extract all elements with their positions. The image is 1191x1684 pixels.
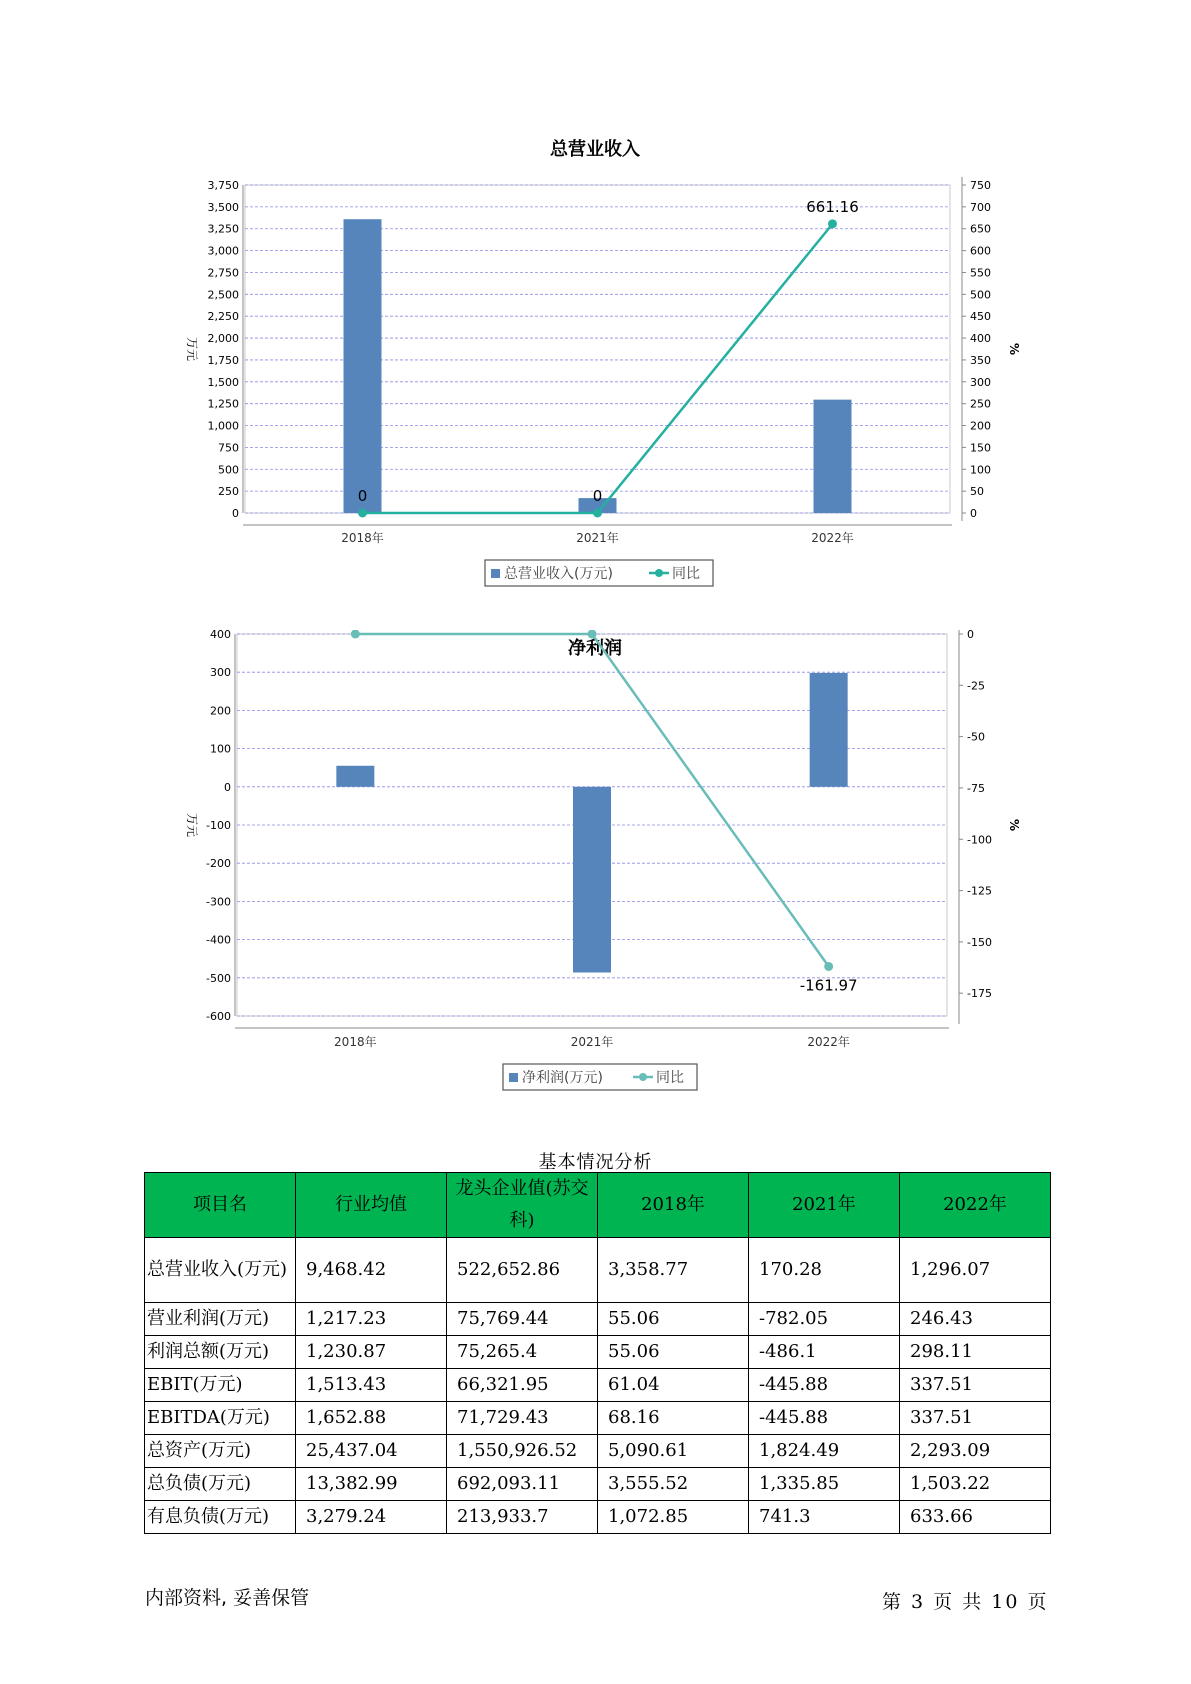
y-tick-label: -600 xyxy=(206,1010,231,1023)
legend-bar-swatch xyxy=(509,1073,518,1082)
value-cell: 25,437.04 xyxy=(296,1435,447,1468)
value-cell: -782.05 xyxy=(749,1303,900,1336)
value-cell: 246.43 xyxy=(900,1303,1051,1336)
header-cell: 2021年 xyxy=(749,1173,900,1238)
y2-tick-label: 0 xyxy=(967,630,974,641)
y-tick-label: 1,750 xyxy=(207,353,239,367)
legend-bar-swatch xyxy=(491,569,500,578)
x-tick-label: 2021年 xyxy=(570,1035,614,1049)
value-cell: 1,503.22 xyxy=(900,1468,1051,1501)
y2-tick-label: 150 xyxy=(970,441,991,455)
y2-tick-label: -50 xyxy=(967,730,985,744)
legend-line-marker xyxy=(639,1073,647,1081)
bar xyxy=(336,766,374,787)
line-point xyxy=(351,630,360,639)
y-tick-label: 3,750 xyxy=(207,179,239,192)
y2-tick-label: -175 xyxy=(967,987,992,1001)
y-tick-label: 400 xyxy=(210,630,231,641)
y2-tick-label: 300 xyxy=(970,375,991,389)
x-tick-label: 2022年 xyxy=(807,1035,850,1049)
y-tick-label: -300 xyxy=(206,895,231,909)
value-cell: 9,468.42 xyxy=(296,1238,447,1303)
y2-tick-label: -125 xyxy=(967,884,992,898)
data-label: 661.16 xyxy=(806,197,859,216)
row-label-cell: 总营业收入(万元) xyxy=(145,1238,296,1303)
table-row xyxy=(145,1435,1051,1468)
y2-tick-label: 100 xyxy=(970,463,991,477)
legend-line-label: 同比 xyxy=(656,1070,684,1086)
footer-confidential-note: 内部资料, 妥善保管 xyxy=(145,1587,310,1609)
value-cell: 298.11 xyxy=(900,1336,1051,1369)
table-header-row xyxy=(145,1173,1051,1238)
value-cell: 75,769.44 xyxy=(447,1303,598,1336)
value-cell: 1,296.07 xyxy=(900,1238,1051,1303)
value-cell: 5,090.61 xyxy=(598,1435,749,1468)
line-point xyxy=(824,962,833,971)
y-tick-label: 2,000 xyxy=(207,332,239,346)
y-tick-label: 750 xyxy=(218,441,239,455)
value-cell: 337.51 xyxy=(900,1369,1051,1402)
legend-bar-label: 总营业收入(万元) xyxy=(504,566,613,582)
y2-tick-label: 500 xyxy=(970,288,991,302)
value-cell: 1,072.85 xyxy=(598,1501,749,1534)
value-cell: 1,652.88 xyxy=(296,1402,447,1435)
y-tick-label: 0 xyxy=(224,780,231,794)
y-tick-label: 1,250 xyxy=(207,397,239,411)
value-cell: 3,279.24 xyxy=(296,1501,447,1534)
data-label: 0 xyxy=(592,487,603,505)
header-cell: 项目名 xyxy=(145,1173,296,1238)
y-tick-label: 500 xyxy=(218,463,239,477)
y2-tick-label: 0 xyxy=(970,507,977,520)
y-tick-label: 250 xyxy=(218,485,239,499)
value-cell: 337.51 xyxy=(900,1402,1051,1435)
line-point xyxy=(828,219,837,228)
header-cell: 行业均值 xyxy=(296,1173,447,1238)
value-cell: 633.66 xyxy=(900,1501,1051,1534)
value-cell: 1,230.87 xyxy=(296,1336,447,1369)
header-cell: 2018年 xyxy=(598,1173,749,1238)
y2-axis-title: % xyxy=(1007,818,1021,832)
y2-tick-label: 450 xyxy=(970,310,991,324)
x-tick-label: 2018年 xyxy=(334,1035,377,1049)
y-tick-label: 3,250 xyxy=(207,222,239,236)
value-cell: 75,265.4 xyxy=(447,1336,598,1369)
y-tick-label: -500 xyxy=(206,971,231,985)
table-row xyxy=(145,1336,1051,1369)
basic-info-table xyxy=(144,1172,1051,1534)
value-cell: 61.04 xyxy=(598,1369,749,1402)
value-cell: 1,513.43 xyxy=(296,1369,447,1402)
y2-tick-label: -75 xyxy=(967,781,985,795)
y-tick-label: 300 xyxy=(210,666,231,680)
y-tick-label: 2,500 xyxy=(207,288,239,302)
chart-title: 总营业收入 xyxy=(550,139,640,160)
x-tick-label: 2021年 xyxy=(576,531,619,545)
y-tick-label: 2,250 xyxy=(207,310,239,324)
y-tick-label: 100 xyxy=(210,742,231,756)
value-cell: 741.3 xyxy=(749,1501,900,1534)
row-label-cell: EBIT(万元) xyxy=(145,1369,296,1402)
value-cell: -486.1 xyxy=(749,1336,900,1369)
y-tick-label: 200 xyxy=(210,704,231,718)
line-point xyxy=(593,509,602,518)
bar xyxy=(344,219,382,513)
y2-tick-label: -100 xyxy=(967,833,992,847)
chart-title: 净利润 xyxy=(568,638,622,659)
row-label-cell: 总资产(万元) xyxy=(145,1435,296,1468)
y-tick-label: 3,500 xyxy=(207,200,239,214)
y2-tick-label: 550 xyxy=(970,266,991,280)
value-cell: 3,555.52 xyxy=(598,1468,749,1501)
value-cell: 522,652.86 xyxy=(447,1238,598,1303)
y-tick-label: -200 xyxy=(206,857,231,871)
legend-line-marker xyxy=(655,569,663,577)
value-cell: 1,217.23 xyxy=(296,1303,447,1336)
value-cell: 1,824.49 xyxy=(749,1435,900,1468)
table-title: 基本情况分析 xyxy=(538,1152,653,1173)
y-tick-label: 3,000 xyxy=(207,244,239,258)
value-cell: 13,382.99 xyxy=(296,1468,447,1501)
revenue-chart xyxy=(0,130,1191,600)
y-tick-label: -100 xyxy=(206,819,231,832)
y-tick-label: -400 xyxy=(206,933,231,947)
y2-tick-label: 400 xyxy=(970,332,991,346)
y-tick-label: 2,750 xyxy=(207,266,239,280)
value-cell: 213,933.7 xyxy=(447,1501,598,1534)
y2-axis-title: % xyxy=(1007,342,1021,356)
y-tick-label: 1,000 xyxy=(207,419,239,433)
header-cell: 2022年 xyxy=(900,1173,1051,1238)
table-row xyxy=(145,1369,1051,1402)
value-cell: 1,335.85 xyxy=(749,1468,900,1501)
table-row xyxy=(145,1303,1051,1336)
data-label: -161.97 xyxy=(799,976,858,995)
y2-tick-label: -150 xyxy=(967,935,992,949)
x-tick-label: 2018年 xyxy=(341,531,384,545)
header-cell: 龙头企业值(苏交科) xyxy=(447,1173,598,1238)
row-label-cell: EBITDA(万元) xyxy=(145,1402,296,1435)
bar xyxy=(810,673,848,787)
row-label-cell: 利润总额(万元) xyxy=(145,1336,296,1369)
row-label-cell: 有息负债(万元) xyxy=(145,1501,296,1534)
value-cell: -445.88 xyxy=(749,1369,900,1402)
value-cell: 66,321.95 xyxy=(447,1369,598,1402)
value-cell: 55.06 xyxy=(598,1303,749,1336)
chart-svg xyxy=(0,130,1191,600)
value-cell: 68.16 xyxy=(598,1402,749,1435)
y-axis-title: 万元 xyxy=(185,336,199,362)
table-row xyxy=(145,1238,1051,1303)
table-row xyxy=(145,1402,1051,1435)
y2-tick-label: 600 xyxy=(970,244,991,258)
table-row xyxy=(145,1501,1051,1534)
value-cell: 3,358.77 xyxy=(598,1238,749,1303)
chart-svg xyxy=(0,630,1191,1100)
value-cell: 170.28 xyxy=(749,1238,900,1303)
bar xyxy=(573,787,611,973)
y-tick-label: 0 xyxy=(232,507,239,520)
table-row xyxy=(145,1468,1051,1501)
footer-page-number: 第 3 页 共 10 页 xyxy=(882,1591,1049,1613)
x-tick-label: 2022年 xyxy=(811,531,854,545)
bar xyxy=(814,400,852,513)
net-profit-chart xyxy=(0,630,1191,1100)
y-axis-title: 万元 xyxy=(185,812,199,838)
value-cell: 692,093.11 xyxy=(447,1468,598,1501)
row-label-cell: 总负债(万元) xyxy=(145,1468,296,1501)
y2-tick-label: 700 xyxy=(970,200,991,214)
value-cell: 55.06 xyxy=(598,1336,749,1369)
y2-tick-label: 50 xyxy=(970,485,984,499)
legend-line-label: 同比 xyxy=(672,566,700,582)
y2-tick-label: 350 xyxy=(970,353,991,367)
value-cell: 71,729.43 xyxy=(447,1402,598,1435)
y2-tick-label: 750 xyxy=(970,179,991,192)
y2-tick-label: 650 xyxy=(970,222,991,236)
value-cell: 2,293.09 xyxy=(900,1435,1051,1468)
value-cell: -445.88 xyxy=(749,1402,900,1435)
y-tick-label: 1,500 xyxy=(207,375,239,389)
legend-bar-label: 净利润(万元) xyxy=(522,1070,603,1086)
y2-tick-label: 250 xyxy=(970,397,991,411)
row-label-cell: 营业利润(万元) xyxy=(145,1303,296,1336)
line-point xyxy=(358,509,367,518)
y2-tick-label: -25 xyxy=(967,679,985,693)
y2-tick-label: 200 xyxy=(970,419,991,433)
value-cell: 1,550,926.52 xyxy=(447,1435,598,1468)
data-label: 0 xyxy=(357,487,368,505)
